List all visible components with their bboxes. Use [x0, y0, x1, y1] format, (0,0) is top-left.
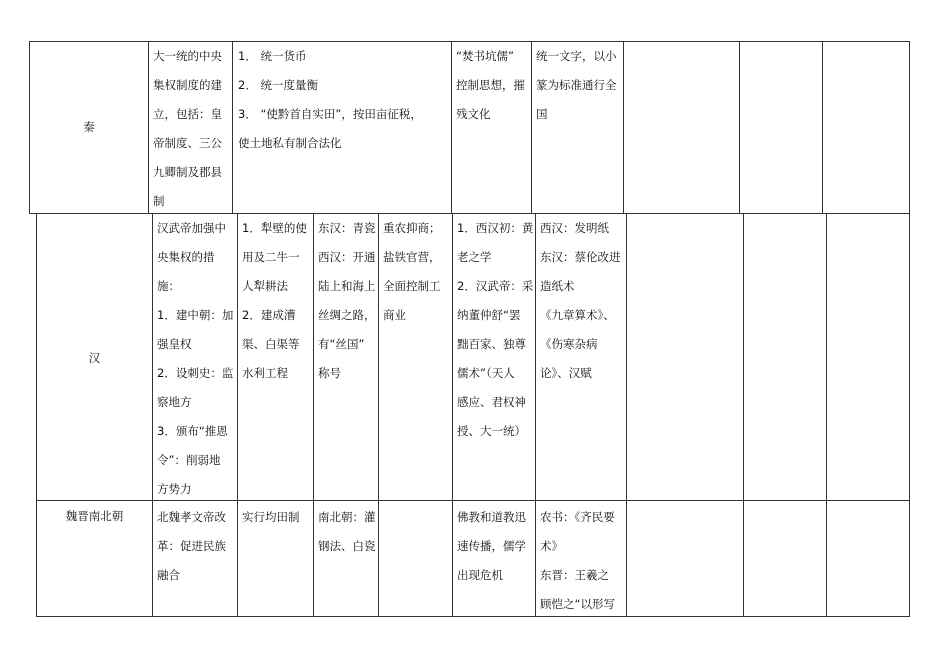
column-divider — [535, 213, 536, 617]
column-divider — [152, 213, 153, 617]
handicraft-cell: 东汉：青瓷 西汉：开通 陆上和海上 丝绸之路， 有“丝国” 称号 — [318, 221, 376, 380]
economy-cell: 1． 统一货币 2． 统一度量衡 3． “使黔首自实田”，按田亩征税， 使土地私有制合法化 — [238, 49, 422, 150]
column-divider — [148, 41, 149, 213]
column-divider — [826, 213, 827, 617]
politics-cell: 北魏孝文帝改 革：促进民族 融合 — [157, 510, 226, 582]
column-divider — [378, 213, 379, 617]
agriculture-cell: 实行均田制 — [242, 510, 300, 524]
column-divider — [451, 41, 452, 213]
column-divider — [623, 41, 624, 213]
column-divider — [822, 41, 823, 213]
politics-cell: 大一统的中央 集权制度的建 立，包括：皇 帝制度、三公 九卿制及郡县 制 — [153, 49, 222, 208]
handicraft-cell: 南北朝：灌 钢法、白瓷 — [318, 510, 376, 553]
column-divider — [739, 41, 740, 213]
commerce-cell: 重农抑商； 盐铁官营， 全面控制工 商业 — [383, 221, 441, 322]
column-divider — [909, 41, 910, 213]
thought-cell: 1．西汉初：黄 老之学 2．汉武帝：采 纳董仲舒“罢 黜百家、独尊 儒术”（天人 感应、君权神 授、大一统） — [457, 221, 534, 438]
thought-cell: 佛教和道教迅 速传播，儒学 出现危机 — [457, 510, 526, 582]
column-divider — [626, 213, 627, 617]
dynasty-cell: 秦 — [83, 120, 95, 134]
culture-cell: 农书：《齐民要 术》 东晋：王羲之 顾恺之“以形写 — [540, 510, 615, 611]
column-divider — [232, 41, 233, 213]
column-divider — [909, 213, 910, 617]
politics-cell: 汉武帝加强中 央集权的措 施： 1．建中朝：加 强皇权 2．设刺史：监 察地方 3．颁布“推恩 令”：削弱地 方势力 — [157, 221, 234, 496]
column-divider — [313, 213, 314, 617]
column-divider — [36, 213, 37, 617]
culture-cell: 统一文字，以小 篆为标准通行全 国 — [536, 49, 617, 121]
dynasty-cell: 魏晋南北朝 — [65, 509, 124, 523]
column-divider — [743, 213, 744, 617]
column-divider — [452, 213, 453, 617]
column-divider — [237, 213, 238, 617]
table-border-bottom — [36, 616, 910, 617]
thought-cell: “焚书坑儒” 控制思想，摧 残文化 — [456, 49, 525, 121]
dynasty-cell: 汉 — [88, 351, 101, 365]
column-divider — [531, 41, 532, 213]
agriculture-cell: 1．犁壁的使 用及二牛一 人犁耕法 2．建成漕 渠、白渠等 水利工程 — [242, 221, 307, 380]
culture-cell: 西汉：发明纸 东汉：蔡伦改进 造纸术 《九章算术》、 《伤寒杂病 论》、汉赋 — [540, 221, 621, 380]
